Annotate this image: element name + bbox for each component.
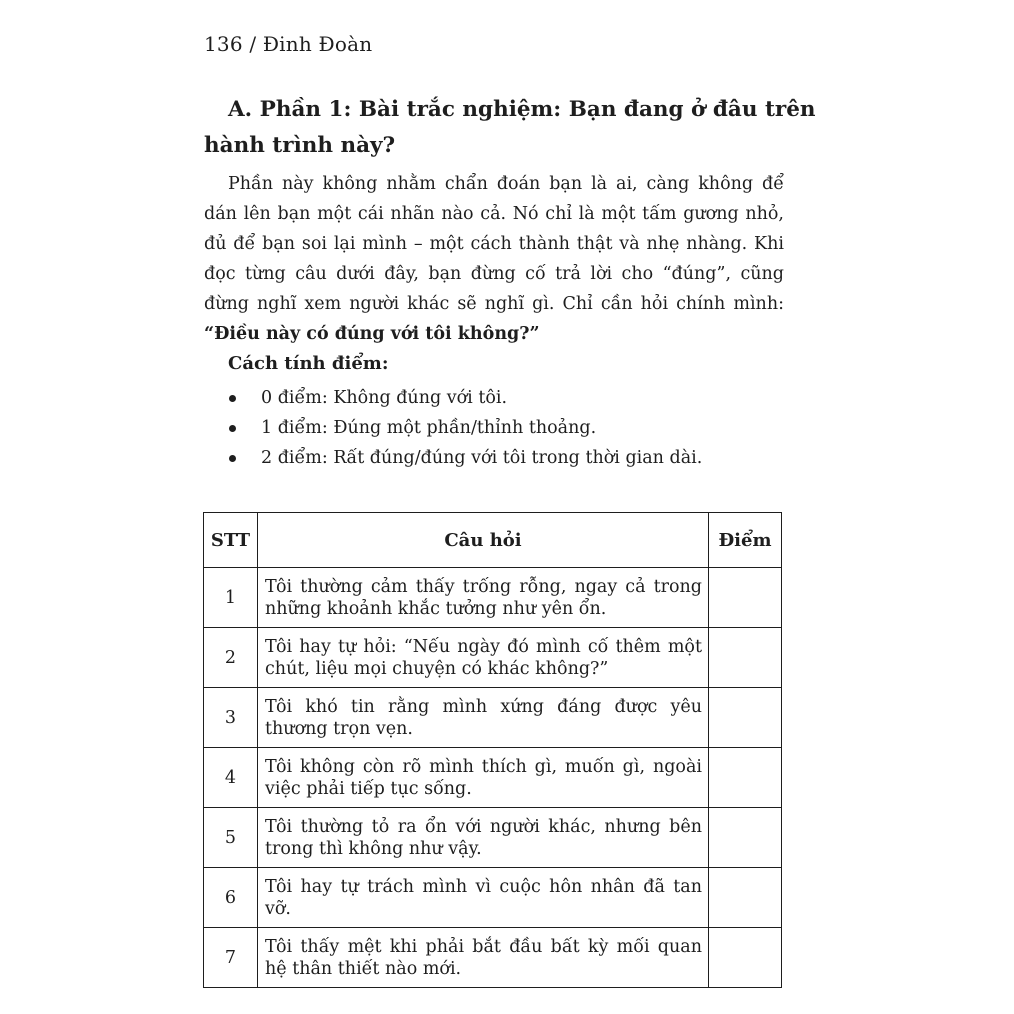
row-score-cell[interactable] [709,928,782,988]
table-row [204,628,782,688]
header-stt: STT [204,513,258,568]
table-row [204,688,782,748]
intro-paragraph [204,169,784,349]
row-score-cell[interactable] [709,688,782,748]
quiz-table [203,512,782,988]
scoring-title: Cách tính điểm: [228,353,389,374]
table-row [204,868,782,928]
section-heading-line-1: A. Phần 1: Bài trắc nghiệm: Bạn đang ở đâu trên [228,97,816,122]
section-heading [204,92,816,164]
row-score-cell[interactable] [709,628,782,688]
intro-text: Phần này không nhằm chẩn đoán bạn là ai, càng không để dán lên bạn một cái nhãn nào cả. Nó chỉ là một tấm gương nhỏ, đủ để bạn soi lại mình – một cách thành thật và nhẹ nhàng. Khi đọc từng câu dưới đây, bạn đừng cố trả lời cho “đúng”, cũng đừng nghĩ xem người khác sẽ nghĩ gì. Chỉ cần hỏi chính mình: [204,174,784,314]
table-row [204,748,782,808]
scoring-item: 0 điểm: Không đúng với tôi. [228,383,702,413]
row-score-cell[interactable] [709,568,782,628]
row-number: 5 [204,808,258,868]
row-question: Tôi hay tự hỏi: “Nếu ngày đó mình cố thêm một chút, liệu mọi chuyện có khác không?” [258,628,709,688]
row-question: Tôi hay tự trách mình vì cuộc hôn nhân đã tan vỡ. [258,868,709,928]
row-number: 2 [204,628,258,688]
scoring-item: 1 điểm: Đúng một phần/thỉnh thoảng. [228,413,702,443]
scoring-list [228,383,702,473]
row-score-cell[interactable] [709,868,782,928]
table-header-row [204,513,782,568]
row-number: 4 [204,748,258,808]
row-question: Tôi thấy mệt khi phải bắt đầu bất kỳ mối quan hệ thân thiết nào mới. [258,928,709,988]
row-question: Tôi không còn rõ mình thích gì, muốn gì, ngoài việc phải tiếp tục sống. [258,748,709,808]
page-header: 136 / Đinh Đoàn [204,32,373,56]
table-row [204,808,782,868]
row-number: 1 [204,568,258,628]
intro-emphasis: “Điều này có đúng với tôi không?” [204,324,540,344]
row-question: Tôi thường tỏ ra ổn với người khác, nhưng bên trong thì không như vậy. [258,808,709,868]
scoring-item: 2 điểm: Rất đúng/đúng với tôi trong thời gian dài. [228,443,702,473]
row-number: 7 [204,928,258,988]
table-row [204,568,782,628]
row-number: 3 [204,688,258,748]
row-question: Tôi khó tin rằng mình xứng đáng được yêu thương trọn vẹn. [258,688,709,748]
table-row [204,928,782,988]
row-number: 6 [204,868,258,928]
row-score-cell[interactable] [709,748,782,808]
section-heading-line-2: hành trình này? [204,133,396,158]
row-question: Tôi thường cảm thấy trống rỗng, ngay cả trong những khoảnh khắc tưởng như yên ổn. [258,568,709,628]
row-score-cell[interactable] [709,808,782,868]
header-question: Câu hỏi [258,513,709,568]
header-score: Điểm [709,513,782,568]
